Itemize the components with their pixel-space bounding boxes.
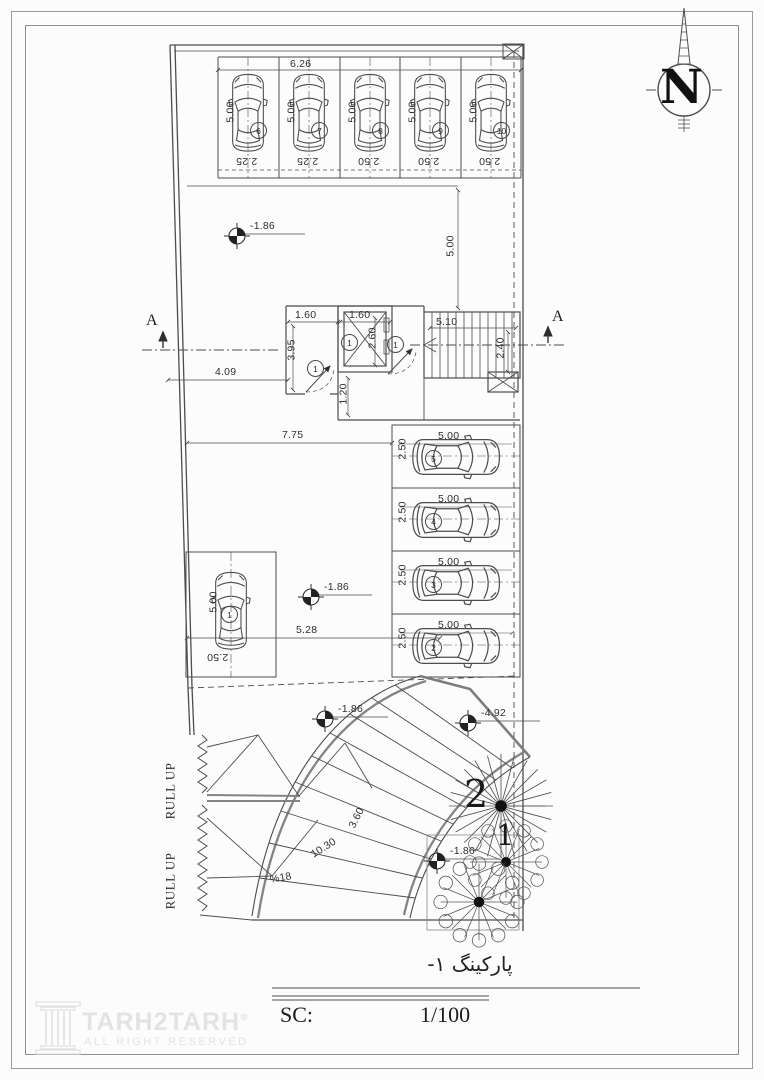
- logo-brand: [82, 1008, 248, 1037]
- dim-lobby-d: 3.95: [285, 339, 298, 361]
- dim-aisle-upper: 7.75: [282, 429, 304, 441]
- logo-brand-text: TARH2TARH: [82, 1008, 241, 1036]
- stall-number: 7: [311, 122, 328, 139]
- stall-number: 3: [425, 576, 442, 593]
- level-upper: -1.86: [250, 220, 275, 232]
- stall-width-dim: 2.50: [358, 155, 380, 167]
- roll-up-label: RULL UP: [162, 762, 178, 820]
- room-tag: 1: [387, 336, 404, 353]
- trees: [427, 754, 553, 947]
- dim-lobby-w: 1.60: [295, 309, 317, 321]
- level-middle: -1.86: [324, 581, 349, 593]
- dim-landing-d: 1.20: [337, 383, 350, 405]
- logo-column-icon: [36, 1002, 80, 1054]
- ramp-slope: %18: [269, 870, 293, 886]
- scale-label: SC:: [280, 1002, 314, 1027]
- dim-elev-d: 2.60: [366, 327, 379, 349]
- stall-number: 9: [432, 122, 449, 139]
- stall-depth-dim: 5.00: [285, 101, 298, 123]
- ramp-width: 3.60: [346, 805, 367, 831]
- section-letter-right: A: [552, 308, 564, 325]
- tree-1b: [434, 857, 524, 947]
- level-ramp-top: -1.86: [338, 703, 363, 715]
- logo-reg-mark: ®: [240, 1012, 249, 1024]
- stall-length-dim: 5.00: [438, 556, 460, 568]
- stall-depth-dim: 5.00: [207, 591, 220, 613]
- tree-label-2: 2: [464, 772, 489, 816]
- section-letter-left: A: [146, 312, 158, 329]
- ramp-arc-length: 10.30: [308, 835, 339, 861]
- room-tag: 1: [307, 360, 324, 377]
- stall-width-dim: 2.50: [396, 501, 409, 523]
- stall-number: 6: [250, 122, 267, 139]
- stall-width-dim: 2.50: [396, 564, 409, 586]
- roll-up-label: RULL UP: [162, 852, 178, 910]
- room-tag: 1: [341, 334, 358, 351]
- dim-stair-w: 5.10: [436, 316, 458, 328]
- stall-width-dim: 2.50: [396, 627, 409, 649]
- tree-label-1: 1: [496, 818, 515, 852]
- logo-tagline: ALL RIGHT RESERVED: [84, 1036, 249, 1048]
- dim-elev-w: 1.60: [349, 309, 371, 321]
- level-ramp-bottom: -1.86: [450, 845, 475, 857]
- stall-length-dim: 5.00: [438, 493, 460, 505]
- stall-number: 4: [425, 513, 442, 530]
- stall-number: 1: [221, 606, 238, 623]
- stall-number: 10: [493, 122, 510, 139]
- dim-aisle-lower: 5.28: [296, 624, 318, 636]
- stall-length-dim: 5.00: [438, 619, 460, 631]
- stall-number: 2: [425, 639, 442, 656]
- stall-width-dim: 2.25: [236, 155, 258, 167]
- stall-width-dim: 2.25: [297, 155, 319, 167]
- stall-number: 5: [425, 450, 442, 467]
- dim-stair-d: 2.40: [494, 337, 507, 359]
- dim-right-back: [187, 186, 458, 308]
- stall-width-dim: 2.50: [479, 155, 501, 167]
- stall-width-dim: 2.50: [207, 651, 229, 663]
- stall-width-dim: 2.50: [418, 155, 440, 167]
- dim-lobby-to-wall: 4.09: [215, 366, 237, 378]
- scale-value: 1/100: [420, 1002, 471, 1027]
- drawing-title: پارکینگ ۱-: [427, 952, 513, 976]
- stall-depth-dim: 5.00: [467, 101, 480, 123]
- stall-depth-dim: 5.00: [406, 101, 419, 123]
- stall-number: 8: [372, 122, 389, 139]
- stall-depth-dim: 5.00: [224, 101, 237, 123]
- level-entry: -4.92: [481, 707, 506, 719]
- stall-length-dim: 5.00: [438, 430, 460, 442]
- right-parking-column: [392, 425, 520, 677]
- setback-dashed-line: [188, 676, 516, 688]
- north-letter: N: [660, 60, 703, 115]
- dim-top-span: 6.26: [290, 58, 312, 70]
- stall-depth-dim: 5.00: [346, 101, 359, 123]
- stall-width-dim: 2.50: [396, 438, 409, 460]
- dim-right-back: 5.00: [444, 235, 457, 257]
- title-rules: [272, 988, 640, 1000]
